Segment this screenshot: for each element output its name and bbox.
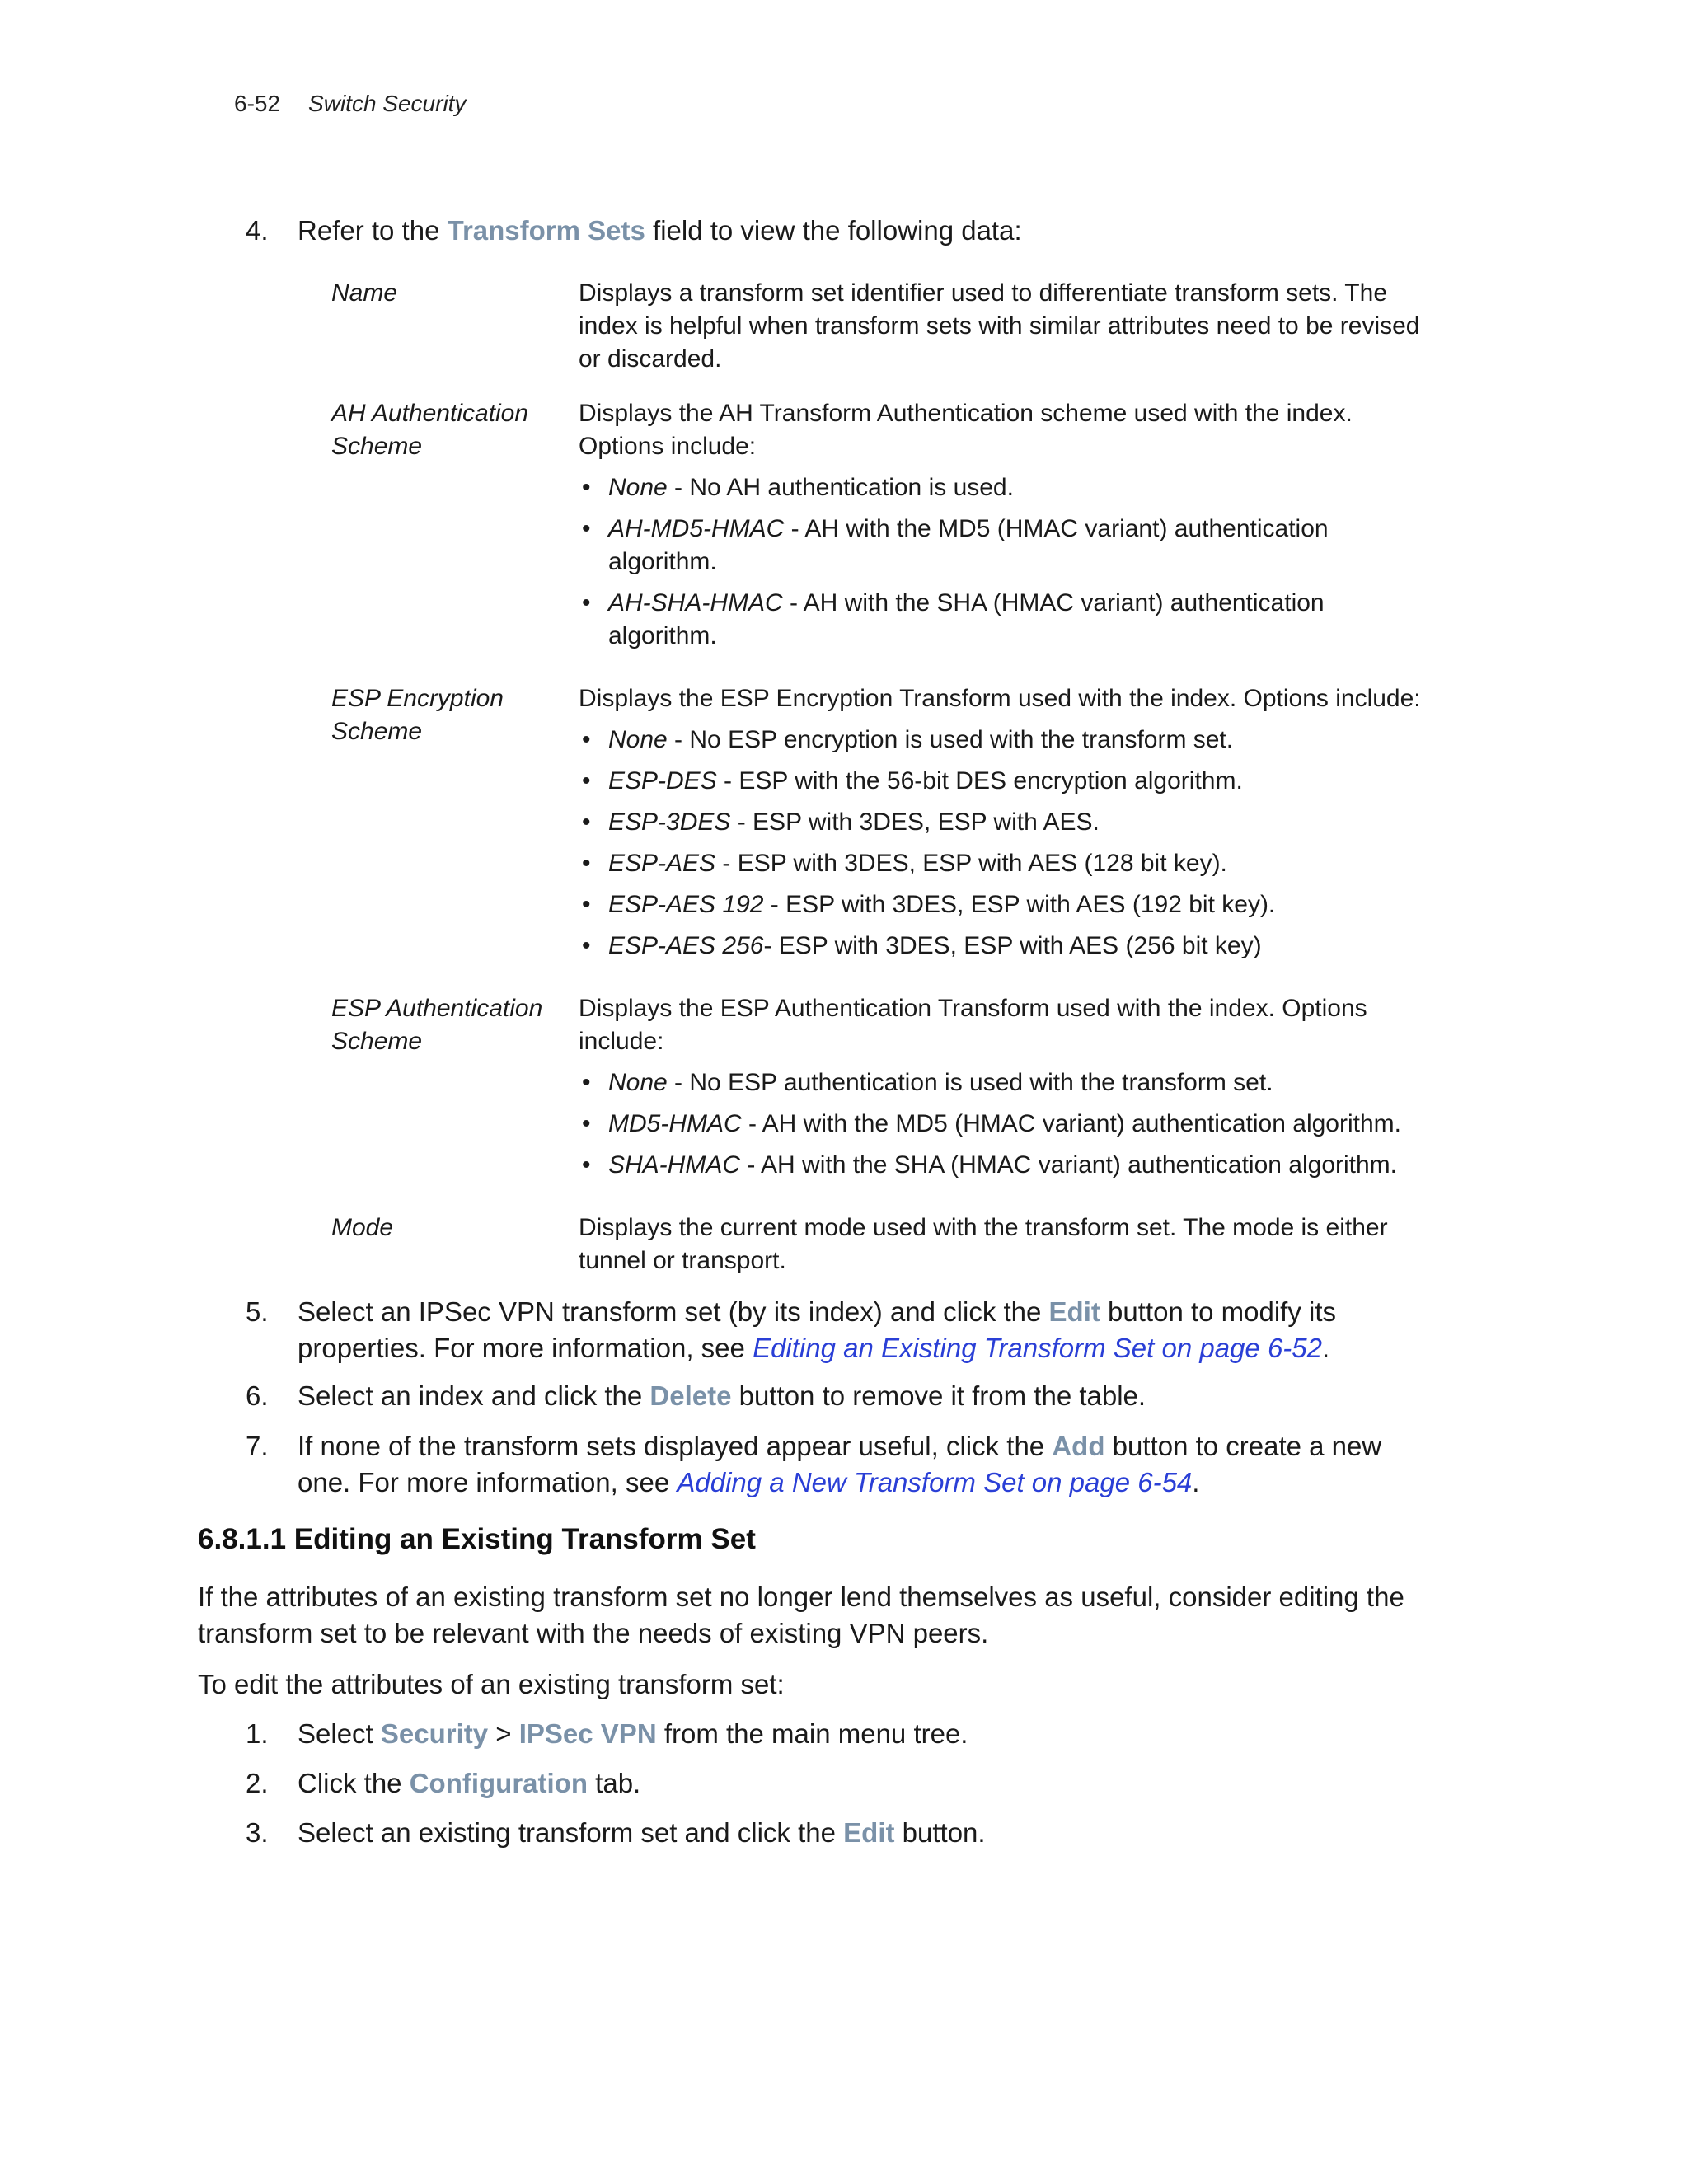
- step-text: button to modify its properties. For more information, see: [298, 1296, 1337, 1363]
- bullet-icon: •: [582, 932, 591, 959]
- section-intro-paragraph: If the attributes of an existing transform set no longer lend themselves as useful, consider editing the transform set to be relevant with the needs of existing VPN peers.: [198, 1582, 1404, 1648]
- option-text: - AH with the SHA (HMAC variant) authentication algorithm.: [608, 589, 1325, 649]
- bullet-icon: •: [582, 726, 591, 753]
- bullet-icon: •: [582, 1110, 591, 1137]
- running-section-title: Switch Security: [308, 91, 467, 116]
- definition-term: AH Authentication Scheme: [331, 400, 529, 460]
- definition-term: Mode: [331, 1214, 394, 1241]
- definition-text: Displays the current mode used with the transform set. The mode is either tunnel or transport.: [579, 1214, 1388, 1274]
- step-text: button.: [894, 1817, 986, 1848]
- definition-row: [331, 277, 1428, 376]
- option-text: - ESP with 3DES, ESP with AES (256 bit key): [763, 932, 1262, 959]
- step-text: Select an IPSec VPN transform set (by its index) and click the: [298, 1296, 1049, 1327]
- ui-label-add: Add: [1052, 1431, 1105, 1461]
- definition-row: [331, 1212, 1428, 1277]
- option-name: ESP-AES 256: [608, 932, 764, 959]
- bullet-icon: •: [582, 767, 591, 794]
- option-name: ESP-AES: [608, 850, 716, 877]
- option-list: [579, 471, 1428, 653]
- step-text: Refer to the: [298, 215, 448, 246]
- ui-label-ipsec-vpn: IPSec VPN: [518, 1718, 657, 1749]
- step-5: [246, 1294, 1408, 1366]
- step-text: button to create a new one. For more information, see: [298, 1431, 1382, 1497]
- definition-term: Name: [331, 279, 398, 307]
- option-name: AH-SHA-HMAC: [608, 589, 783, 616]
- definition-description: [579, 1212, 1428, 1277]
- option-item: [579, 888, 1428, 921]
- option-name: ESP-3DES: [608, 808, 731, 836]
- step-number: 1.: [246, 1718, 269, 1749]
- option-text: - ESP with 3DES, ESP with AES (192 bit key).: [763, 891, 1276, 918]
- step-text: field to view the following data:: [645, 215, 1022, 246]
- option-text: - ESP with 3DES, ESP with AES.: [730, 808, 1100, 836]
- step-text: tab.: [588, 1768, 641, 1798]
- step-number: 5.: [246, 1296, 269, 1327]
- definition-term: ESP Authentication Scheme: [331, 995, 543, 1055]
- option-name: SHA-HMAC: [608, 1151, 741, 1179]
- edit-step-3: [246, 1815, 1408, 1851]
- edit-step-1: [246, 1716, 1408, 1752]
- option-text: - AH with the MD5 (HMAC variant) authentication algorithm.: [741, 1110, 1401, 1137]
- option-item: [579, 806, 1428, 839]
- option-item: [579, 1108, 1428, 1141]
- step-text: from the main menu tree.: [656, 1718, 968, 1749]
- cross-reference-link[interactable]: Editing an Existing Transform Set on page 6-52: [753, 1333, 1322, 1363]
- definition-text: Displays the AH Transform Authentication scheme used with the index. Options include:: [579, 400, 1353, 460]
- step-text: If none of the transform sets displayed appear useful, click the: [298, 1431, 1053, 1461]
- step-text: button to remove it from the table.: [731, 1380, 1146, 1411]
- definition-description: [579, 682, 1428, 971]
- bullet-icon: •: [582, 808, 591, 836]
- ui-label-transform-sets: Transform Sets: [447, 215, 645, 246]
- step-number: 7.: [246, 1431, 269, 1461]
- menu-separator: >: [488, 1718, 519, 1749]
- option-item: [579, 765, 1428, 798]
- ui-label-edit: Edit: [843, 1817, 895, 1848]
- option-text: - AH with the SHA (HMAC variant) authentication algorithm.: [740, 1151, 1398, 1179]
- option-item: [579, 1066, 1428, 1099]
- bullet-icon: •: [582, 589, 591, 616]
- option-text: - No ESP encryption is used with the transform set.: [667, 726, 1234, 753]
- step-6: [246, 1378, 1408, 1414]
- option-name: MD5-HMAC: [608, 1110, 742, 1137]
- page-header: [234, 91, 466, 117]
- option-item: [579, 930, 1428, 963]
- definition-text: Displays the ESP Authentication Transform used with the index. Options include:: [579, 995, 1367, 1055]
- page-number: 6-52: [234, 91, 281, 116]
- definition-row: [331, 682, 1428, 971]
- option-list: [579, 1066, 1428, 1182]
- step-number: 3.: [246, 1817, 269, 1848]
- step-text: .: [1322, 1333, 1330, 1363]
- option-text: - No ESP authentication is used with the transform set.: [667, 1069, 1273, 1096]
- option-list: [579, 724, 1428, 963]
- step-7: [246, 1428, 1408, 1501]
- option-name: ESP-AES 192: [608, 891, 764, 918]
- option-item: [579, 724, 1428, 757]
- option-item: [579, 1149, 1428, 1182]
- ui-label-configuration: Configuration: [409, 1768, 588, 1798]
- definition-description: [579, 277, 1428, 376]
- cross-reference-link[interactable]: Adding a New Transform Set on page 6-54: [677, 1467, 1193, 1497]
- option-text: - ESP with 3DES, ESP with AES (128 bit key).: [715, 850, 1227, 877]
- option-name: None: [608, 726, 668, 753]
- option-item: [579, 513, 1428, 579]
- step-number: 2.: [246, 1768, 269, 1798]
- step-text: .: [1192, 1467, 1200, 1497]
- bullet-icon: •: [582, 515, 591, 542]
- bullet-icon: •: [582, 1069, 591, 1096]
- option-name: ESP-DES: [608, 767, 717, 794]
- definition-description: [579, 397, 1428, 661]
- definition-row: [331, 992, 1428, 1190]
- ui-label-edit: Edit: [1048, 1296, 1100, 1327]
- option-item: [579, 471, 1428, 504]
- section-heading: 6.8.1.1 Editing an Existing Transform Set: [198, 1523, 756, 1555]
- option-name: None: [608, 1069, 668, 1096]
- definition-description: [579, 992, 1428, 1190]
- bullet-icon: •: [582, 891, 591, 918]
- option-text: - No AH authentication is used.: [667, 474, 1014, 501]
- step-text: Select: [298, 1718, 381, 1749]
- section-lead-paragraph: To edit the attributes of an existing transform set:: [198, 1669, 785, 1699]
- bullet-icon: •: [582, 474, 591, 501]
- definition-text: Displays the ESP Encryption Transform used with the index. Options include:: [579, 685, 1421, 712]
- option-name: AH-MD5-HMAC: [608, 515, 785, 542]
- step-text: Select an index and click the: [298, 1380, 650, 1411]
- bullet-icon: •: [582, 1151, 591, 1179]
- ui-label-security: Security: [380, 1718, 489, 1749]
- step-4: [246, 213, 1408, 249]
- option-name: None: [608, 474, 668, 501]
- option-text: - ESP with the 56-bit DES encryption algorithm.: [716, 767, 1243, 794]
- option-item: [579, 587, 1428, 653]
- step-number: 6.: [246, 1380, 269, 1411]
- step-text: Click the: [298, 1768, 410, 1798]
- field-definition-list: [331, 277, 1428, 1299]
- option-item: [579, 847, 1428, 880]
- step-number: 4.: [246, 215, 269, 246]
- definition-text: Displays a transform set identifier used to differentiate transform sets. The index is helpful when transform sets with similar attributes need to be revised or discarded.: [579, 279, 1420, 373]
- edit-step-2: [246, 1765, 1408, 1802]
- step-text: Select an existing transform set and click the: [298, 1817, 844, 1848]
- bullet-icon: •: [582, 850, 591, 877]
- definition-term: ESP Encryption Scheme: [331, 685, 504, 745]
- ui-label-delete: Delete: [649, 1380, 732, 1411]
- definition-row: [331, 397, 1428, 661]
- option-text: - AH with the MD5 (HMAC variant) authentication algorithm.: [608, 515, 1329, 575]
